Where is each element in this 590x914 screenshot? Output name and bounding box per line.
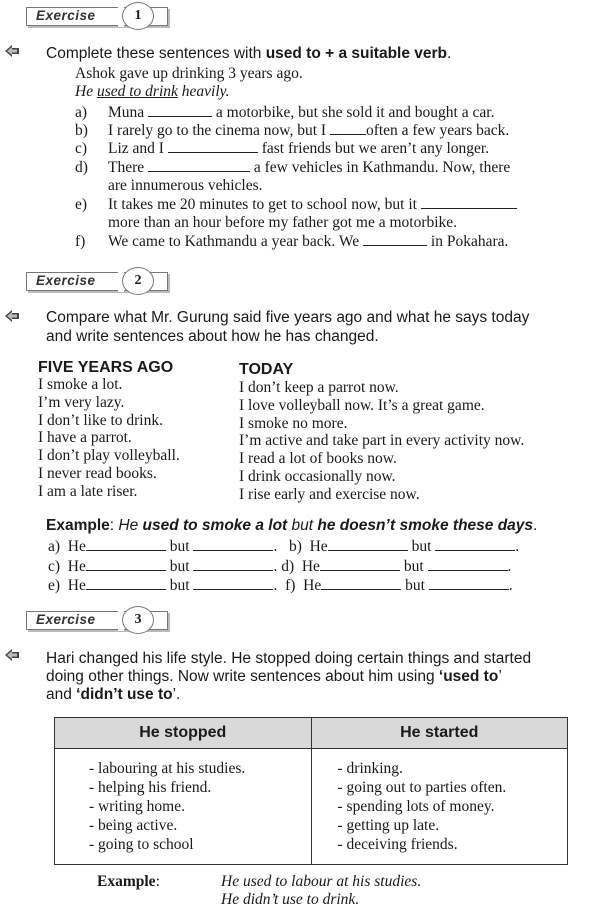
item-text: There: [108, 159, 149, 176]
answer-blank[interactable]: [328, 538, 408, 551]
exercise-1-item-letter: b): [75, 122, 88, 139]
statement-today: I rise early and exercise now.: [239, 485, 420, 503]
list-item: - labouring at his studies.: [89, 760, 246, 777]
exercise-1-item-continued: are innumerous vehicles.: [108, 177, 263, 194]
he-started-header: He started: [311, 718, 568, 749]
answer-he: He: [67, 577, 86, 594]
answer-blank[interactable]: [86, 577, 166, 590]
exercise-1-item-letter: a): [75, 104, 88, 121]
answer-letter: b): [288, 538, 302, 555]
answer-row: a) He but . b) He but .: [48, 538, 520, 555]
answer-blank[interactable]: [86, 538, 166, 551]
answer-but: but: [169, 577, 190, 594]
statement-past: I don’t like to drink.: [38, 411, 163, 429]
answer-he: He: [301, 557, 320, 575]
exercise-3-instruction-line1: Hari changed his life style. He stopped doing certain things and started: [46, 650, 532, 667]
exercise-2-example: Example: He used to smoke a lot but he doesn’t smoke these days.: [46, 517, 538, 534]
list-item: - spending lots of money.: [337, 798, 495, 815]
answer-blank[interactable]: [321, 577, 401, 590]
answer-blank[interactable]: [429, 577, 509, 590]
instruction-bold: used to + a suitable verb: [265, 45, 448, 62]
answer-letter: c): [48, 557, 61, 575]
instruction-text: doing other things. Now write sentences about him using: [46, 668, 439, 685]
answer-blank[interactable]: [363, 233, 427, 246]
exercise-1-instruction: [46, 45, 451, 63]
item-text: It takes me 20 minutes to get to school now, but it: [108, 196, 421, 213]
instruction-text: ’.: [172, 686, 181, 703]
statement-past: I never read books.: [38, 464, 157, 482]
answer-letter: e): [48, 577, 61, 594]
exercise-2-label: Exercise: [36, 273, 96, 288]
answer-blank[interactable]: [421, 196, 517, 209]
arrow-bullet-icon: [3, 309, 21, 323]
exercise-1-item-letter: c): [75, 140, 88, 157]
answer-letter: a): [48, 538, 61, 555]
item-text: I rarely go to the cinema now, but I: [108, 122, 330, 139]
five-years-ago-list: [38, 376, 180, 501]
exercise-2-instruction-line2: and write sentences about how he has changed.: [46, 328, 379, 345]
today-heading: TODAY: [239, 361, 294, 378]
answer-blank[interactable]: [193, 558, 273, 571]
item-text: We came to Kathmandu a year back. We: [108, 233, 364, 250]
example-label: Example: [97, 873, 156, 890]
exercise-1-item-letter: e): [75, 196, 88, 213]
answer-blank[interactable]: [86, 558, 166, 571]
example-end: .: [533, 517, 538, 534]
statement-today: I smoke no more.: [239, 414, 348, 432]
answer-row: c) He but . d) He but .: [48, 557, 512, 575]
example-bold: he doesn’t smoke these days: [317, 517, 534, 534]
answer-letter: f): [285, 577, 296, 594]
exercise-1-tab: [26, 5, 171, 27]
statement-past: I am a late riser.: [38, 482, 138, 500]
item-text: often a few years back.: [365, 122, 510, 139]
answer-he: He: [67, 557, 86, 575]
list-item: - drinking.: [337, 760, 403, 777]
item-text: a motorbike, but she sold it and bought a car.: [212, 104, 495, 121]
answer-blank[interactable]: [330, 122, 366, 135]
list-item: - being active.: [89, 817, 178, 834]
stopped-started-table: [54, 717, 568, 865]
instruction-text: ’: [498, 668, 502, 685]
answer-but: but: [411, 538, 432, 555]
exercise-2-number: 2: [122, 267, 154, 295]
statement-today: I love volleyball now. It’s a great game.: [239, 396, 485, 414]
example-colon: :: [155, 873, 160, 890]
model-answer: [75, 83, 230, 101]
answer-he: He: [67, 538, 86, 555]
statement-past: I have a parrot.: [38, 429, 132, 447]
exercise-3-label: Exercise: [36, 612, 96, 627]
exercise-3-example-label: [97, 873, 160, 891]
started-list: [311, 749, 568, 865]
answer-blank[interactable]: [320, 558, 400, 571]
instruction-text: Complete these sentences with: [46, 45, 266, 62]
exercise-1-item: [108, 233, 508, 251]
item-text: fast friends but we aren’t any longer.: [257, 140, 490, 157]
today-list: [239, 379, 524, 504]
answer-but: but: [405, 577, 425, 594]
answer-blank[interactable]: [148, 159, 250, 172]
item-text: Liz and I: [108, 140, 168, 157]
answer-blank[interactable]: [148, 104, 212, 117]
he-stopped-header: He stopped: [55, 718, 312, 749]
item-text: Muna: [108, 104, 149, 121]
statement-today: I don’t keep a parrot now.: [239, 379, 399, 396]
exercise-3-instruction-line3: [46, 686, 180, 704]
arrow-bullet-icon: [3, 44, 21, 58]
five-years-ago-heading: FIVE YEARS AGO: [38, 359, 174, 376]
statement-past: I’m very lazy.: [38, 393, 125, 411]
list-item: - helping his friend.: [89, 779, 212, 796]
statement-today: I drink occasionally now.: [239, 467, 396, 485]
exercise-2-tab: [26, 270, 171, 292]
exercise-1-item: [108, 196, 517, 214]
answer-letter: d): [281, 557, 295, 575]
instruction-bold: ‘didn’t use to: [76, 686, 173, 703]
statement-past: I don’t play volleyball.: [38, 447, 180, 465]
statement-today: I’m active and take part in every activity now.: [239, 432, 525, 450]
exercise-2-answer-grid: [48, 537, 519, 596]
model-answer-underlined: used to drink: [96, 83, 178, 100]
answer-row: e) He but . f) He but .: [48, 577, 513, 594]
example-text: but: [287, 517, 318, 534]
list-item: - getting up late.: [337, 817, 440, 834]
arrow-bullet-icon: [3, 648, 21, 662]
answer-blank[interactable]: [193, 577, 273, 590]
stopped-list: [55, 749, 312, 865]
answer-blank[interactable]: [168, 140, 258, 153]
item-text: a few vehicles in Kathmandu. Now, there: [250, 159, 511, 176]
instruction-bold: ‘used to: [438, 668, 499, 685]
exercise-1-item-letter: f): [75, 233, 86, 250]
exercise-3-instruction-line2: [46, 668, 502, 686]
exercise-1-label: Exercise: [36, 8, 96, 23]
model-answer-post: heavily.: [177, 83, 230, 100]
example-text: He: [118, 517, 143, 534]
item-text: in Pokahara.: [427, 233, 509, 250]
exercise-1-item: [108, 140, 489, 158]
list-item: - going out to parties often.: [337, 779, 507, 796]
exercise-3-number: 3: [122, 606, 154, 634]
instruction-end: .: [447, 45, 452, 62]
exercise-1-item-letter: d): [75, 159, 88, 176]
answer-but: but: [403, 557, 424, 575]
instruction-text: and: [46, 686, 77, 703]
answer-he: He: [303, 577, 322, 594]
answer-blank[interactable]: [193, 538, 273, 551]
model-answer-pre: He: [75, 83, 97, 100]
exercise-1-number: 1: [122, 2, 154, 30]
example-bold: used to smoke a lot: [142, 517, 288, 534]
exercise-1-item: [108, 122, 509, 140]
example-label: Example: [46, 517, 110, 534]
exercise-1-item-continued: more than an hour before my father got me a motorbike.: [108, 214, 458, 231]
answer-blank[interactable]: [435, 538, 515, 551]
exercise-1-item: [108, 104, 494, 122]
list-item: - deceiving friends.: [337, 836, 458, 853]
answer-but: but: [169, 557, 190, 575]
answer-but: but: [169, 538, 190, 555]
model-sentence: Ashok gave up drinking 3 years ago.: [75, 65, 303, 82]
exercise-3-tab: [26, 609, 171, 631]
list-item: - going to school: [89, 836, 194, 853]
answer-blank[interactable]: [428, 558, 508, 571]
exercise-1-item: [108, 159, 510, 177]
exercise-2-instruction-line1: Compare what Mr. Gurung said five years ago and what he says today: [46, 309, 530, 326]
list-item: - writing home.: [89, 798, 185, 815]
statement-past: I smoke a lot.: [38, 376, 123, 393]
answer-he: He: [309, 538, 328, 555]
statement-today: I read a lot of books now.: [239, 450, 397, 468]
exercise-3-example-line2: He didn’t use to drink.: [221, 891, 360, 908]
exercise-3-example-line1: He used to labour at his studies.: [221, 873, 422, 890]
